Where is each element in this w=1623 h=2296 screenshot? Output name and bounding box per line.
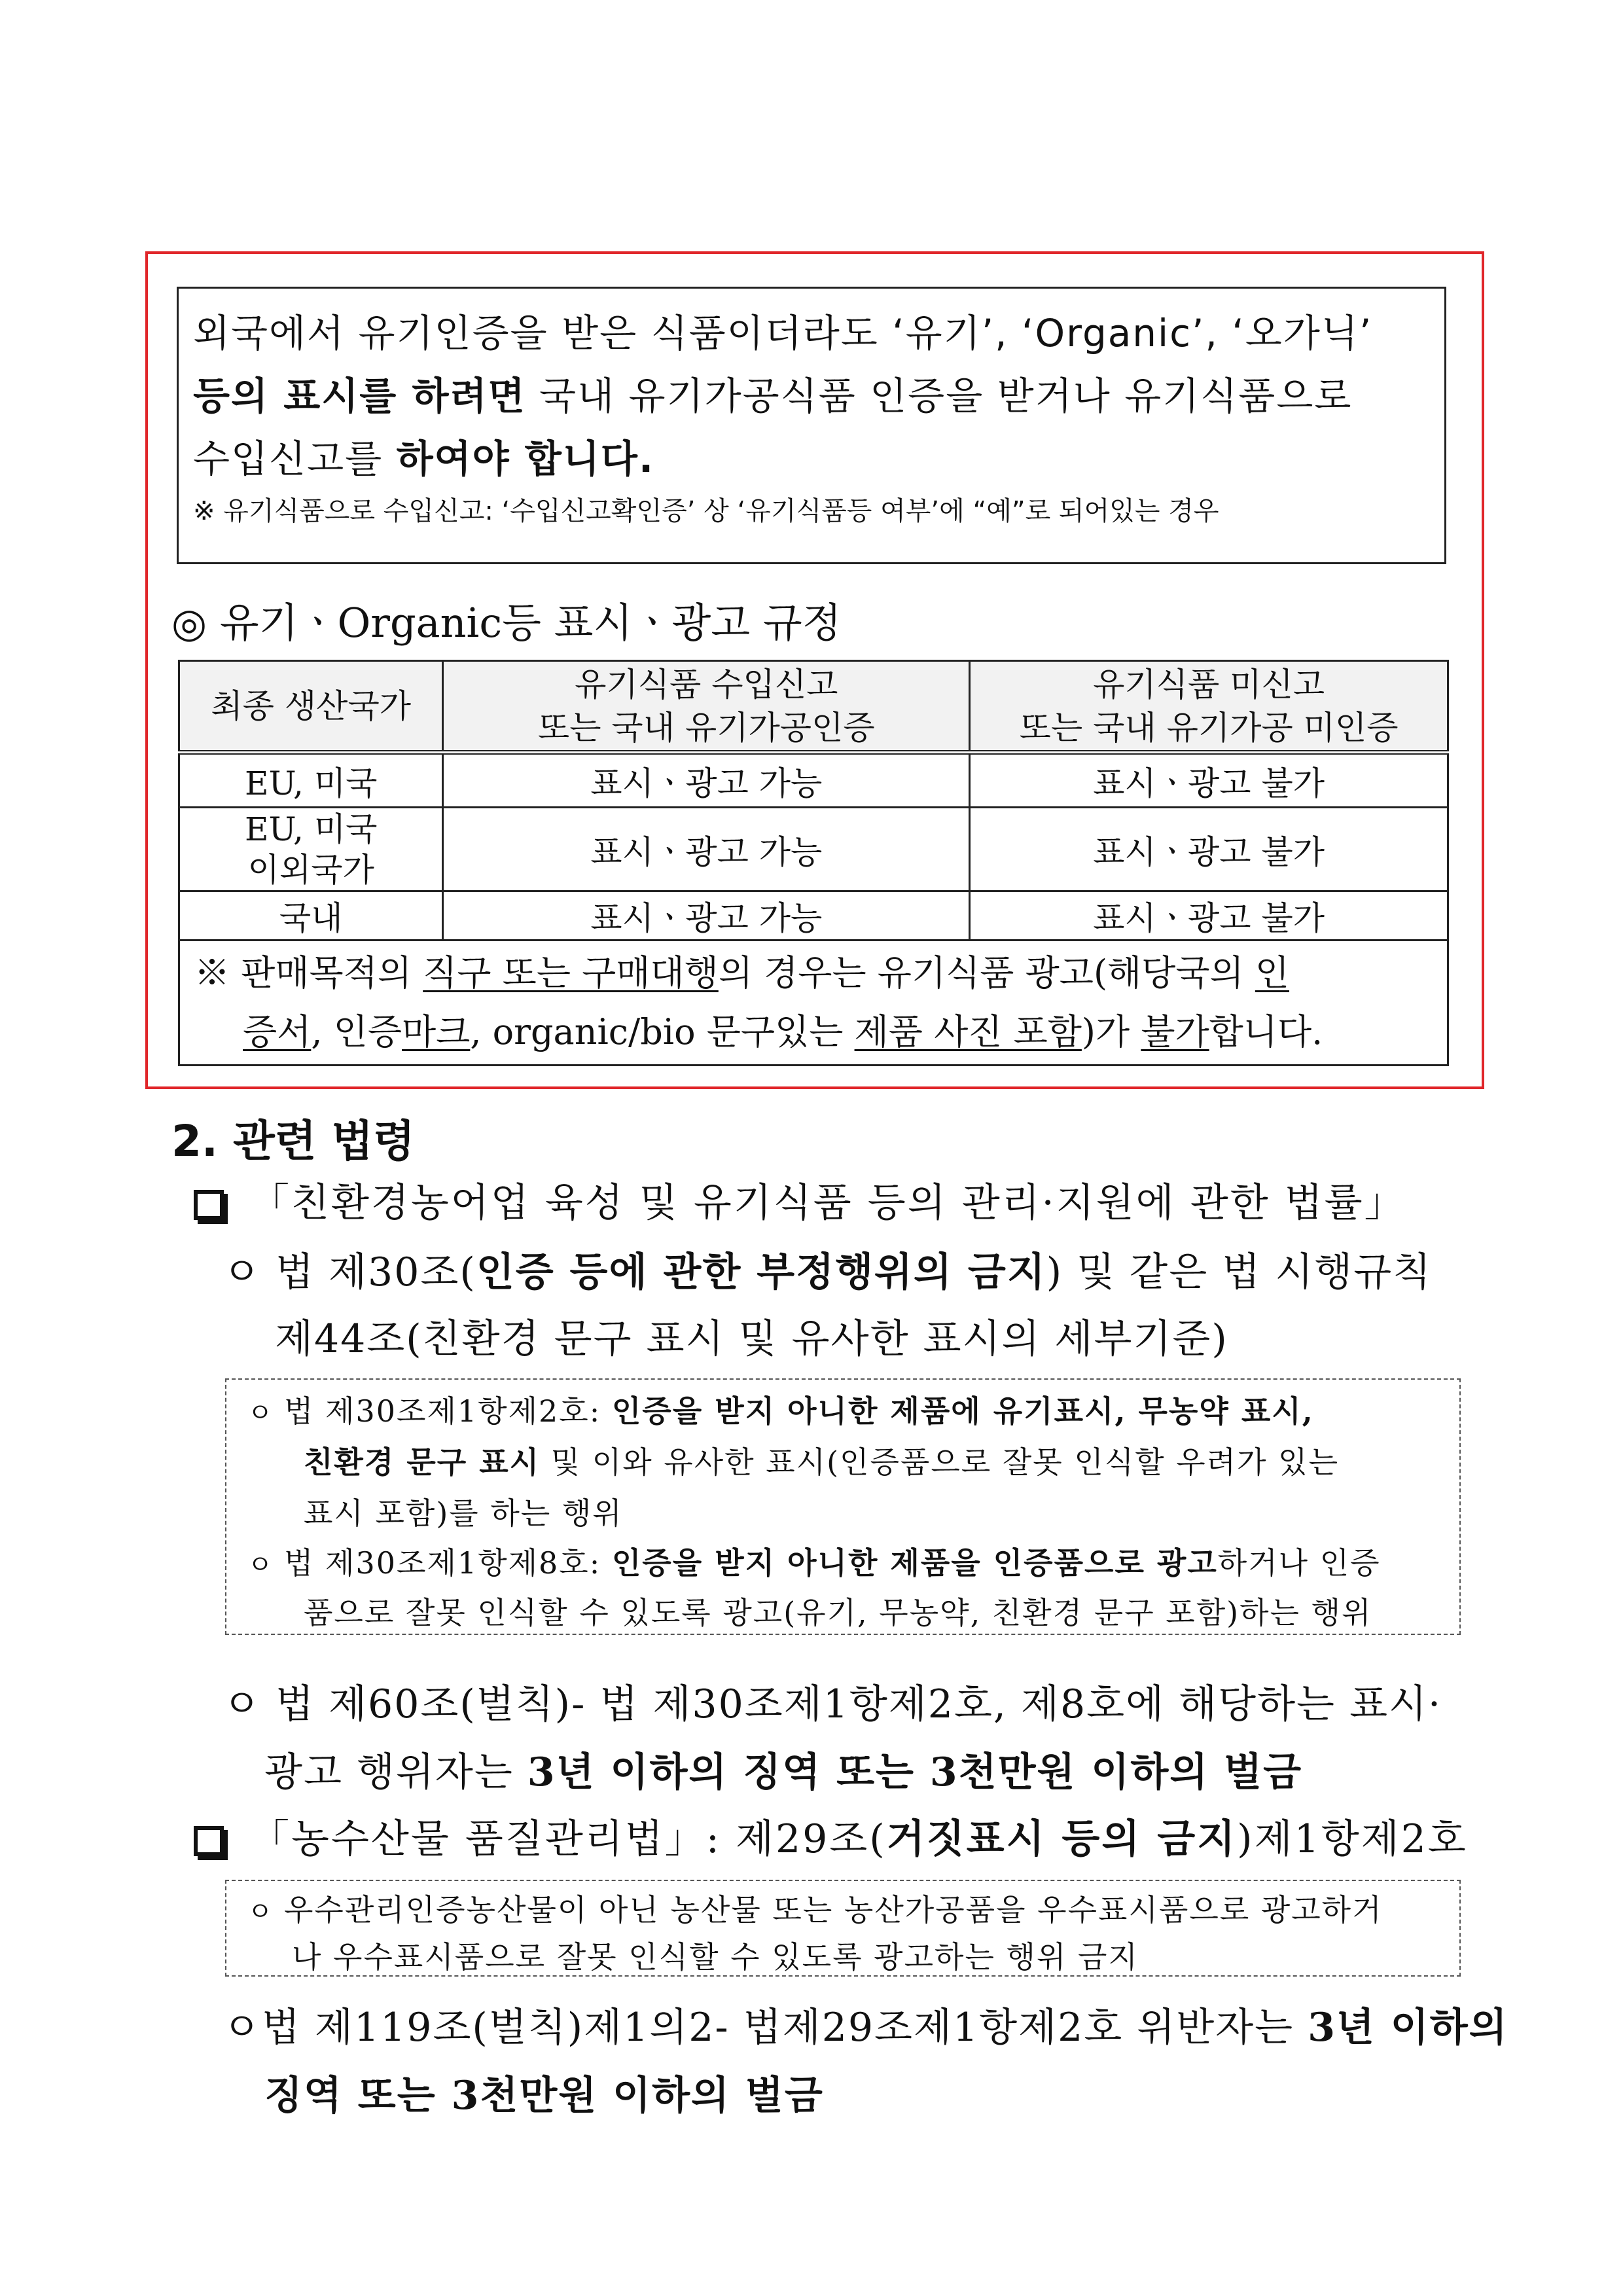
detail-part: 및 이와 유사한 표시(인증품으로 잘못 인식할 우려가 있는 — [540, 1444, 1340, 1480]
law-1-title — [194, 1172, 1406, 1228]
detail-line: 나 우수표시품으로 잘못 인식할 수 있도록 광고하는 행위 금지 — [292, 1939, 1139, 1975]
law-2-item-line-2: 징역 또는 3천만원 이하의 벌금 — [264, 2073, 824, 2119]
notice-line-2-rest: 국내 유기가공식품 인증을 받거나 유기식품으로 — [526, 374, 1353, 418]
note-part: 합니다. — [1209, 1011, 1323, 1052]
note-part: )가 — [1081, 1011, 1141, 1052]
law-1-item-2-line-2-a: 광고 행위자는 — [264, 1749, 527, 1795]
law-1-item-1-c: ) 및 같은 법 시행규칙 — [1046, 1249, 1433, 1295]
notice-line-1: 외국에서 유기인증을 받은 식품이더라도 ‘유기’, ‘Organic’, ‘오가닉’ — [193, 311, 1373, 355]
note-underlined: 불가 — [1141, 1011, 1209, 1052]
table-cell-allowed: 표시ㆍ광고 가능 — [443, 808, 970, 891]
notice-line-3-b: 하여야 합니다. — [396, 437, 654, 481]
law-2-b: 거짓표시 등의 금지 — [886, 1816, 1238, 1862]
checkbox-square-icon — [194, 1826, 224, 1856]
note-part: ※ 판매목적의 — [194, 952, 423, 994]
detail-bold: 친환경 문구 표시 — [304, 1444, 541, 1480]
law-2-a: 「농수산물 품질관리법」: 제29조( — [250, 1816, 887, 1862]
detail-line: 표시 포함)를 하는 행위 — [304, 1496, 623, 1531]
table-cell-country: EU, 미국 이외국가 — [179, 808, 443, 891]
table-cell-disallowed: 표시ㆍ광고 불가 — [970, 753, 1448, 808]
detail-part: 법 제30조제1항제2호: — [284, 1393, 612, 1429]
law-2-title — [194, 1808, 1468, 1864]
detail-line — [247, 1539, 1381, 1583]
law-1-name: 「친환경농어업 육성 및 유기식품 등의 관리·지원에 관한 법률」 — [250, 1180, 1406, 1226]
law-2-detail-box — [225, 1880, 1461, 1977]
law-1-item-1-a: ㅇ 법 제30조( — [223, 1249, 476, 1295]
table-cell-disallowed: 표시ㆍ광고 불가 — [970, 808, 1448, 891]
detail-line — [247, 1886, 1383, 1929]
table-cell-allowed: 표시ㆍ광고 가능 — [443, 753, 970, 808]
law-1-item-2-line-2 — [264, 1741, 1302, 1797]
table-cell-allowed: 표시ㆍ광고 가능 — [443, 891, 970, 941]
law-2-c: )제1항제2호 — [1237, 1816, 1468, 1862]
table-note — [179, 941, 1448, 1066]
note-underlined: 직구 또는 구매대행 — [423, 952, 719, 994]
rules-table — [178, 660, 1449, 1066]
notice-note: ※ 유기식품으로 수입신고: ‘수입신고확인증’ 상 ‘유기식품등 여부’에 “예”로 되어있는 경우 — [193, 496, 1219, 526]
note-underlined: 제품 사진 포함 — [854, 1011, 1082, 1052]
table-header-cell: 유기식품 수입신고 또는 국내 유기가공인증 — [443, 661, 970, 753]
detail-part: 우수관리인증농산물이 아닌 농산물 또는 농산가공품을 우수표시품으로 광고하거 — [284, 1892, 1383, 1928]
law-2-item-b: 3년 이하의 — [1308, 2005, 1508, 2051]
table-header-cell: 유기식품 미신고 또는 국내 유기가공 미인증 — [970, 661, 1448, 753]
table-row — [179, 891, 1448, 941]
bullet-circle: ㅇ — [247, 1897, 274, 1927]
law-2-item — [223, 1996, 1508, 2053]
notice-line-3 — [193, 427, 1430, 490]
section-heading: ◎ 유기ㆍOrganic등 표시ㆍ광고 규정 — [171, 599, 842, 647]
table-header-cell: 최종 생산국가 — [179, 661, 443, 753]
section-2-title: 2. 관련 법령 — [171, 1116, 415, 1166]
bullet-circle: ㅇ — [247, 1398, 274, 1428]
table-cell-country: 국내 — [179, 891, 443, 941]
table-note-row — [179, 941, 1448, 1066]
detail-part: 법 제30조제1항제8호: — [284, 1545, 612, 1581]
law-1-item-2: ㅇ 법 제60조(벌칙)- 법 제30조제1항제2호, 제8호에 해당하는 표시· — [223, 1681, 1442, 1727]
detail-bold: 인증을 받지 아니한 제품을 인증품으로 광고 — [611, 1545, 1218, 1581]
note-underlined: 증서 — [243, 1011, 312, 1052]
detail-line — [304, 1439, 1339, 1482]
note-underlined: 마크 — [402, 1011, 471, 1052]
detail-bold: 인증을 받지 아니한 제품에 유기표시, 무농약 표시, — [611, 1393, 1314, 1429]
detail-part: 하거나 인증 — [1217, 1545, 1381, 1581]
law-1-detail-box — [225, 1378, 1461, 1635]
law-2-item-a: ㅇ법 제119조(벌칙)제1의2- 법제29조제1항제2호 위반자는 — [223, 2005, 1308, 2051]
note-part: 의 경우는 유기식품 광고(해당국의 — [718, 952, 1255, 994]
law-1-item-1 — [223, 1241, 1432, 1297]
bullet-circle: ㅇ — [247, 1550, 274, 1580]
table-cell-country: EU, 미국 — [179, 753, 443, 808]
law-1-item-1-b: 인증 등에 관한 부정행위의 금지 — [476, 1249, 1046, 1295]
table-cell-disallowed: 표시ㆍ광고 불가 — [970, 891, 1448, 941]
law-1-item-2-line-2-b: 3년 이하의 징역 또는 3천만원 이하의 벌금 — [527, 1749, 1303, 1795]
notice-line-2 — [193, 365, 1430, 427]
law-1-item-1-line-2: 제44조(친환경 문구 표시 및 유사한 표시의 세부기준) — [275, 1316, 1228, 1362]
table-row — [179, 753, 1448, 808]
notice-bold-phrase: 등의 표시를 하려면 — [193, 374, 526, 418]
table-row — [179, 808, 1448, 891]
note-underlined: 인 — [1255, 952, 1290, 994]
notice-box — [177, 287, 1446, 564]
detail-line — [247, 1388, 1314, 1431]
note-part: , organic/bio 문구있는 — [470, 1011, 855, 1052]
detail-line: 품으로 잘못 인식할 수 있도록 광고(유기, 무농약, 친환경 문구 포함)하는 행위 — [304, 1595, 1372, 1630]
table-header-row — [179, 661, 1448, 753]
notice-line-3-a: 수입신고를 — [193, 437, 397, 481]
note-part: , 인증 — [311, 1011, 402, 1052]
note-line-2 — [194, 1003, 1433, 1062]
checkbox-square-icon — [194, 1190, 224, 1220]
